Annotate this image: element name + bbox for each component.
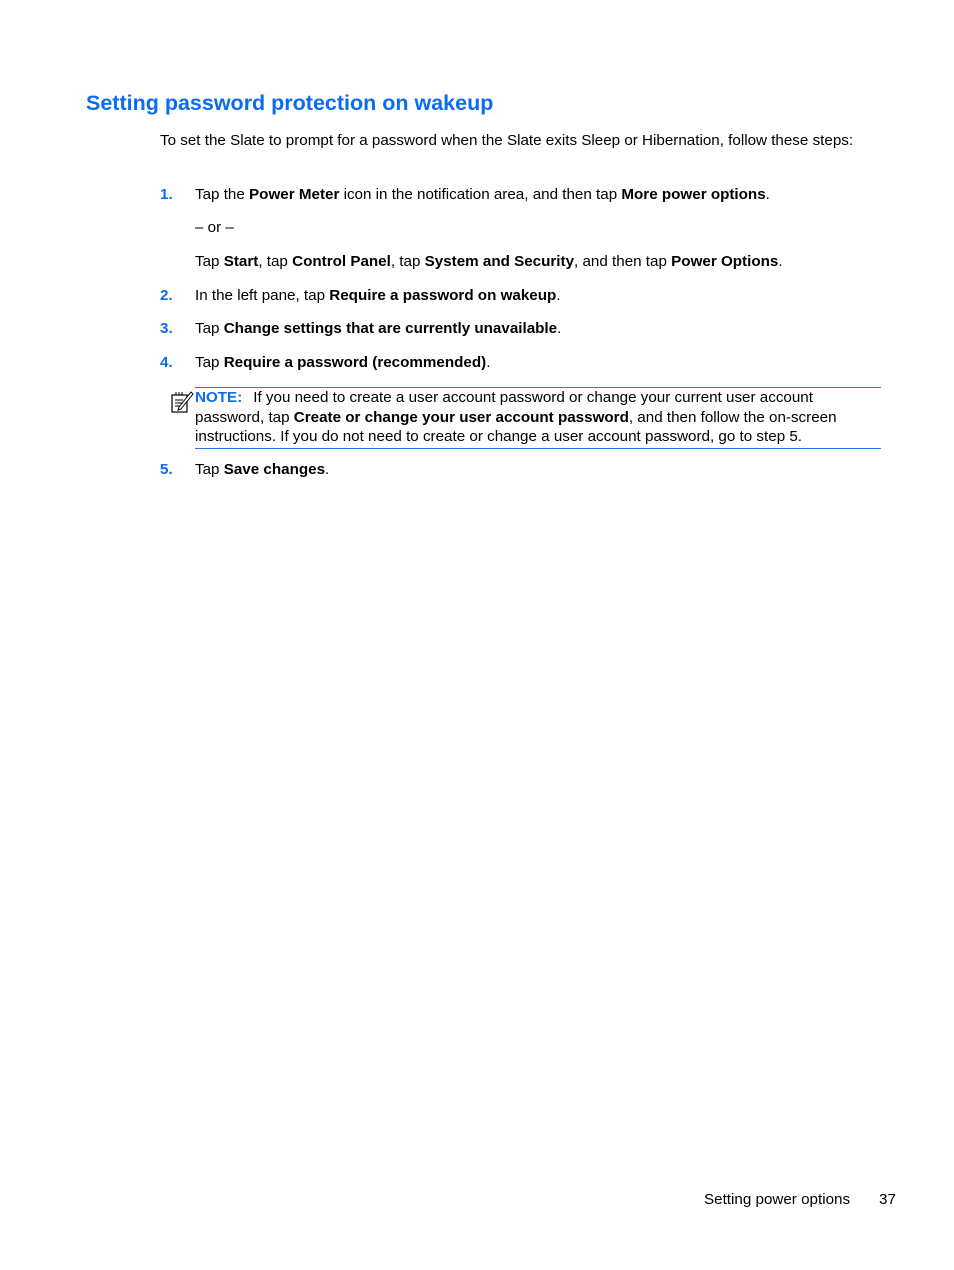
page-number: 37 [879, 1191, 896, 1208]
step-text: Tap Require a password (recommended). [195, 354, 491, 371]
step-number: 5. [160, 461, 173, 478]
note-box: NOTE: If you need to create a user account password or change your current user account password, tap Create or change your user account password, and then follow the on-screen instructions. If you do not need to create or change a user account password, go to step 5. [195, 387, 881, 449]
intro-paragraph: To set the Slate to prompt for a password when the Slate exits Sleep or Hibernation, follow these steps: [160, 132, 854, 149]
step-text: Tap Save changes. [195, 461, 330, 478]
step-text: In the left pane, tap Require a password on wakeup. [195, 287, 561, 304]
note-label: NOTE: [195, 389, 243, 406]
step-text: Tap Change settings that are currently unavailable. [195, 320, 562, 337]
or-separator: – or – [195, 219, 234, 236]
step-number: 1. [160, 186, 173, 203]
alternative-instruction: Tap Start, tap Control Panel, tap System and Security, and then tap Power Options. [195, 253, 783, 270]
note-icon [170, 390, 194, 414]
footer-section-title: Setting power options [704, 1191, 851, 1208]
step-number: 4. [160, 354, 173, 371]
step-number: 2. [160, 287, 173, 304]
step-text: Tap the Power Meter icon in the notification area, and then tap More power options. [195, 186, 770, 203]
step-number: 3. [160, 320, 173, 337]
page-heading: Setting password protection on wakeup [86, 91, 494, 115]
